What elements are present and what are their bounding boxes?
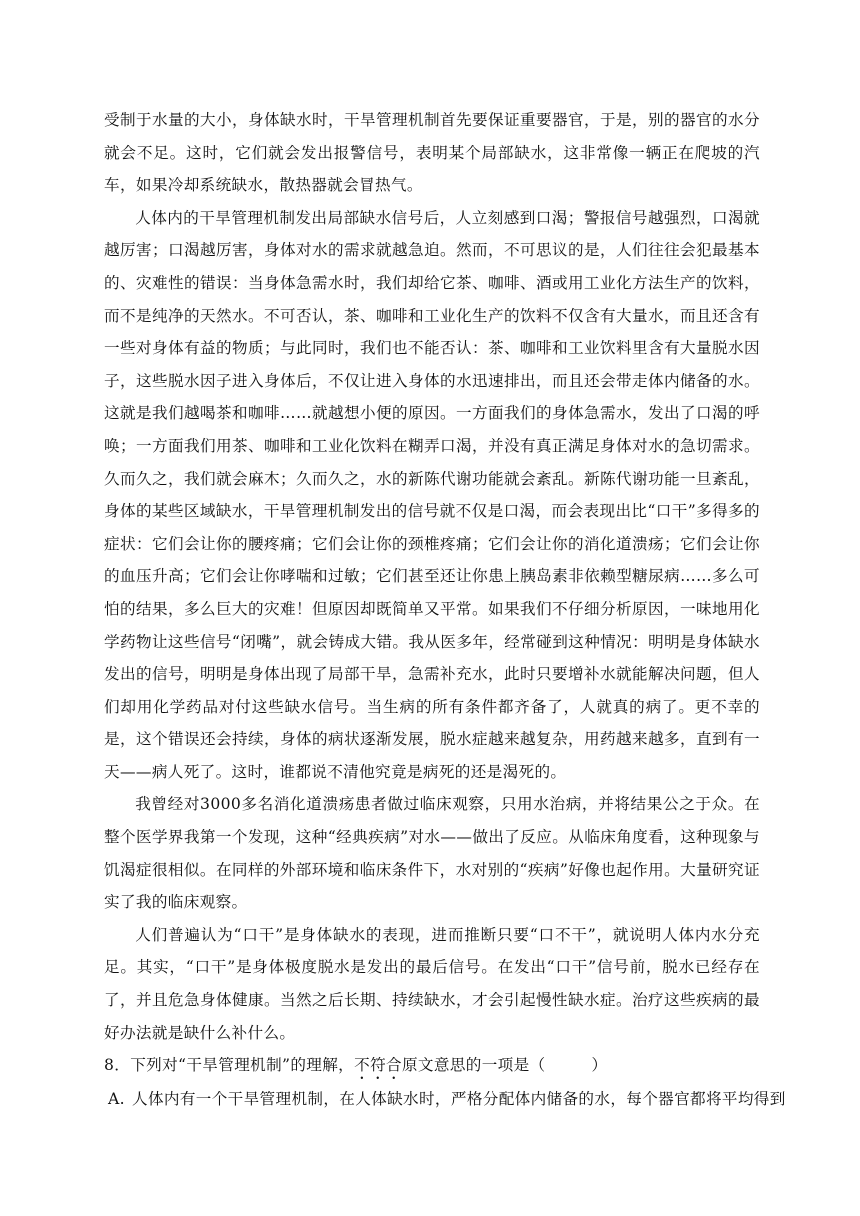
article-body	[104, 104, 786, 1116]
question-8-close: ）	[591, 1056, 608, 1075]
paragraph-2: 人体内的干旱管理机制发出局部缺水信号后，人立刻感到口渴；警报信号越强烈，口渴就越厉害；口渴越厉害，身体对水的需求就越急迫。然而，不可思议的是，人们往往会犯最基本的、灾难性的错误：当身体急需水时，我们却给它茶、咖啡、酒或用工业化方法生产的饮料，而不是纯净的天然水。不可否认，茶、咖啡和工业化生产的饮料不仅含有大量水，而且还含有一些对身体有益的物质；与此同时，我们也不能否认：茶、咖啡和工业饮料里含有大量脱水因子，这些脱水因子进入身体后，不仅让进入身体的水迅速排出，而且还会带走体内储备的水。这就是我们越喝茶和咖啡……就越想小便的原因。一方面我们的身体急需水，发出了口渴的呼唤；一方面我们用茶、咖啡和工业化饮料在糊弄口渴，并没有真正满足身体对水的急切需求。久而久之，我们就会麻木；久而久之，水的新陈代谢功能就会紊乱。新陈代谢功能一旦紊乱，身体的某些区域缺水，干旱管理机制发出的信号就不仅是口渴，而会表现出比“口干”多得多的症状：它们会让你的腰疼痛；它们会让你的颈椎疼痛；它们会让你的消化道溃疡；它们会让你的血压升高；它们会让你哮喘和过敏；它们甚至还让你患上胰岛素非依赖型糖尿病……多么可怕的结果，多么巨大的灾难！但原因却既简单又平常。如果我们不仔细分析原因，一味地用化学药物让这些信号“闭嘴”，就会铸成大错。我从医多年，经常碰到这种情况：明明是身体缺水发出的信号，明明是身体出现了局部干旱，急需补充水，此时只要增补水就能解决问题，但人们却用化学药品对付这些缺水信号。当生病的所有条件都齐备了，人就真的病了。更不幸的是，这个错误还会持续，身体的病状逐渐发展，脱水症越来越复杂，用药越来越多，直到有一天——病人死了。这时，谁都说不清他究竟是病死的还是渴死的。	[104, 208, 760, 781]
paragraph-4: 人们普遍认为“口干”是身体缺水的表现，进而推断只要“口不干”，就说明人体内水分充足。其实，“口干”是身体极度脱水是发出的最后信号。在发出“口干”信号前，脱水已经存在了，并且危急身体健康。当然之后长期、持续缺水，才会引起慢性缺水症。治疗这些疾病的最好办法就是缺什么补什么。	[104, 925, 760, 1042]
option-a-text: 人体内有一个干旱管理机制，在人体缺水时，严格分配体内储备的水，每个器官都将平均得到	[132, 1090, 786, 1109]
question-8-prefix: 8．下列对“干旱管理机制”的理解，	[104, 1056, 355, 1075]
question-8	[104, 1049, 760, 1083]
paragraph-1: 受制于水量的大小，身体缺水时，干旱管理机制首先要保证重要器官，于是，别的器官的水分就会不足。这时，它们就会发出报警信号，表明某个局部缺水，这非常像一辆正在爬坡的汽车，如果冷却系统缺水，散热器就会冒热气。	[104, 111, 760, 195]
question-8-emphasis: 不符合	[354, 1056, 402, 1075]
option-a	[104, 1083, 786, 1116]
paragraph-3: 我曾经对3000多名消化道溃疡患者做过临床观察，只用水治病，并将结果公之于众。在整个医学界我第一个发现，这种“经典疾病”对水——做出了反应。从临床角度看，这种现象与饥渴症很相似。在同样的外部环境和临床条件下，水对别的“疾病”好像也起作用。大量研究证实了我的临床观察。	[104, 795, 760, 912]
question-8-suffix: 原文意思的一项是（	[401, 1056, 546, 1075]
option-a-letter: A.	[108, 1090, 125, 1109]
